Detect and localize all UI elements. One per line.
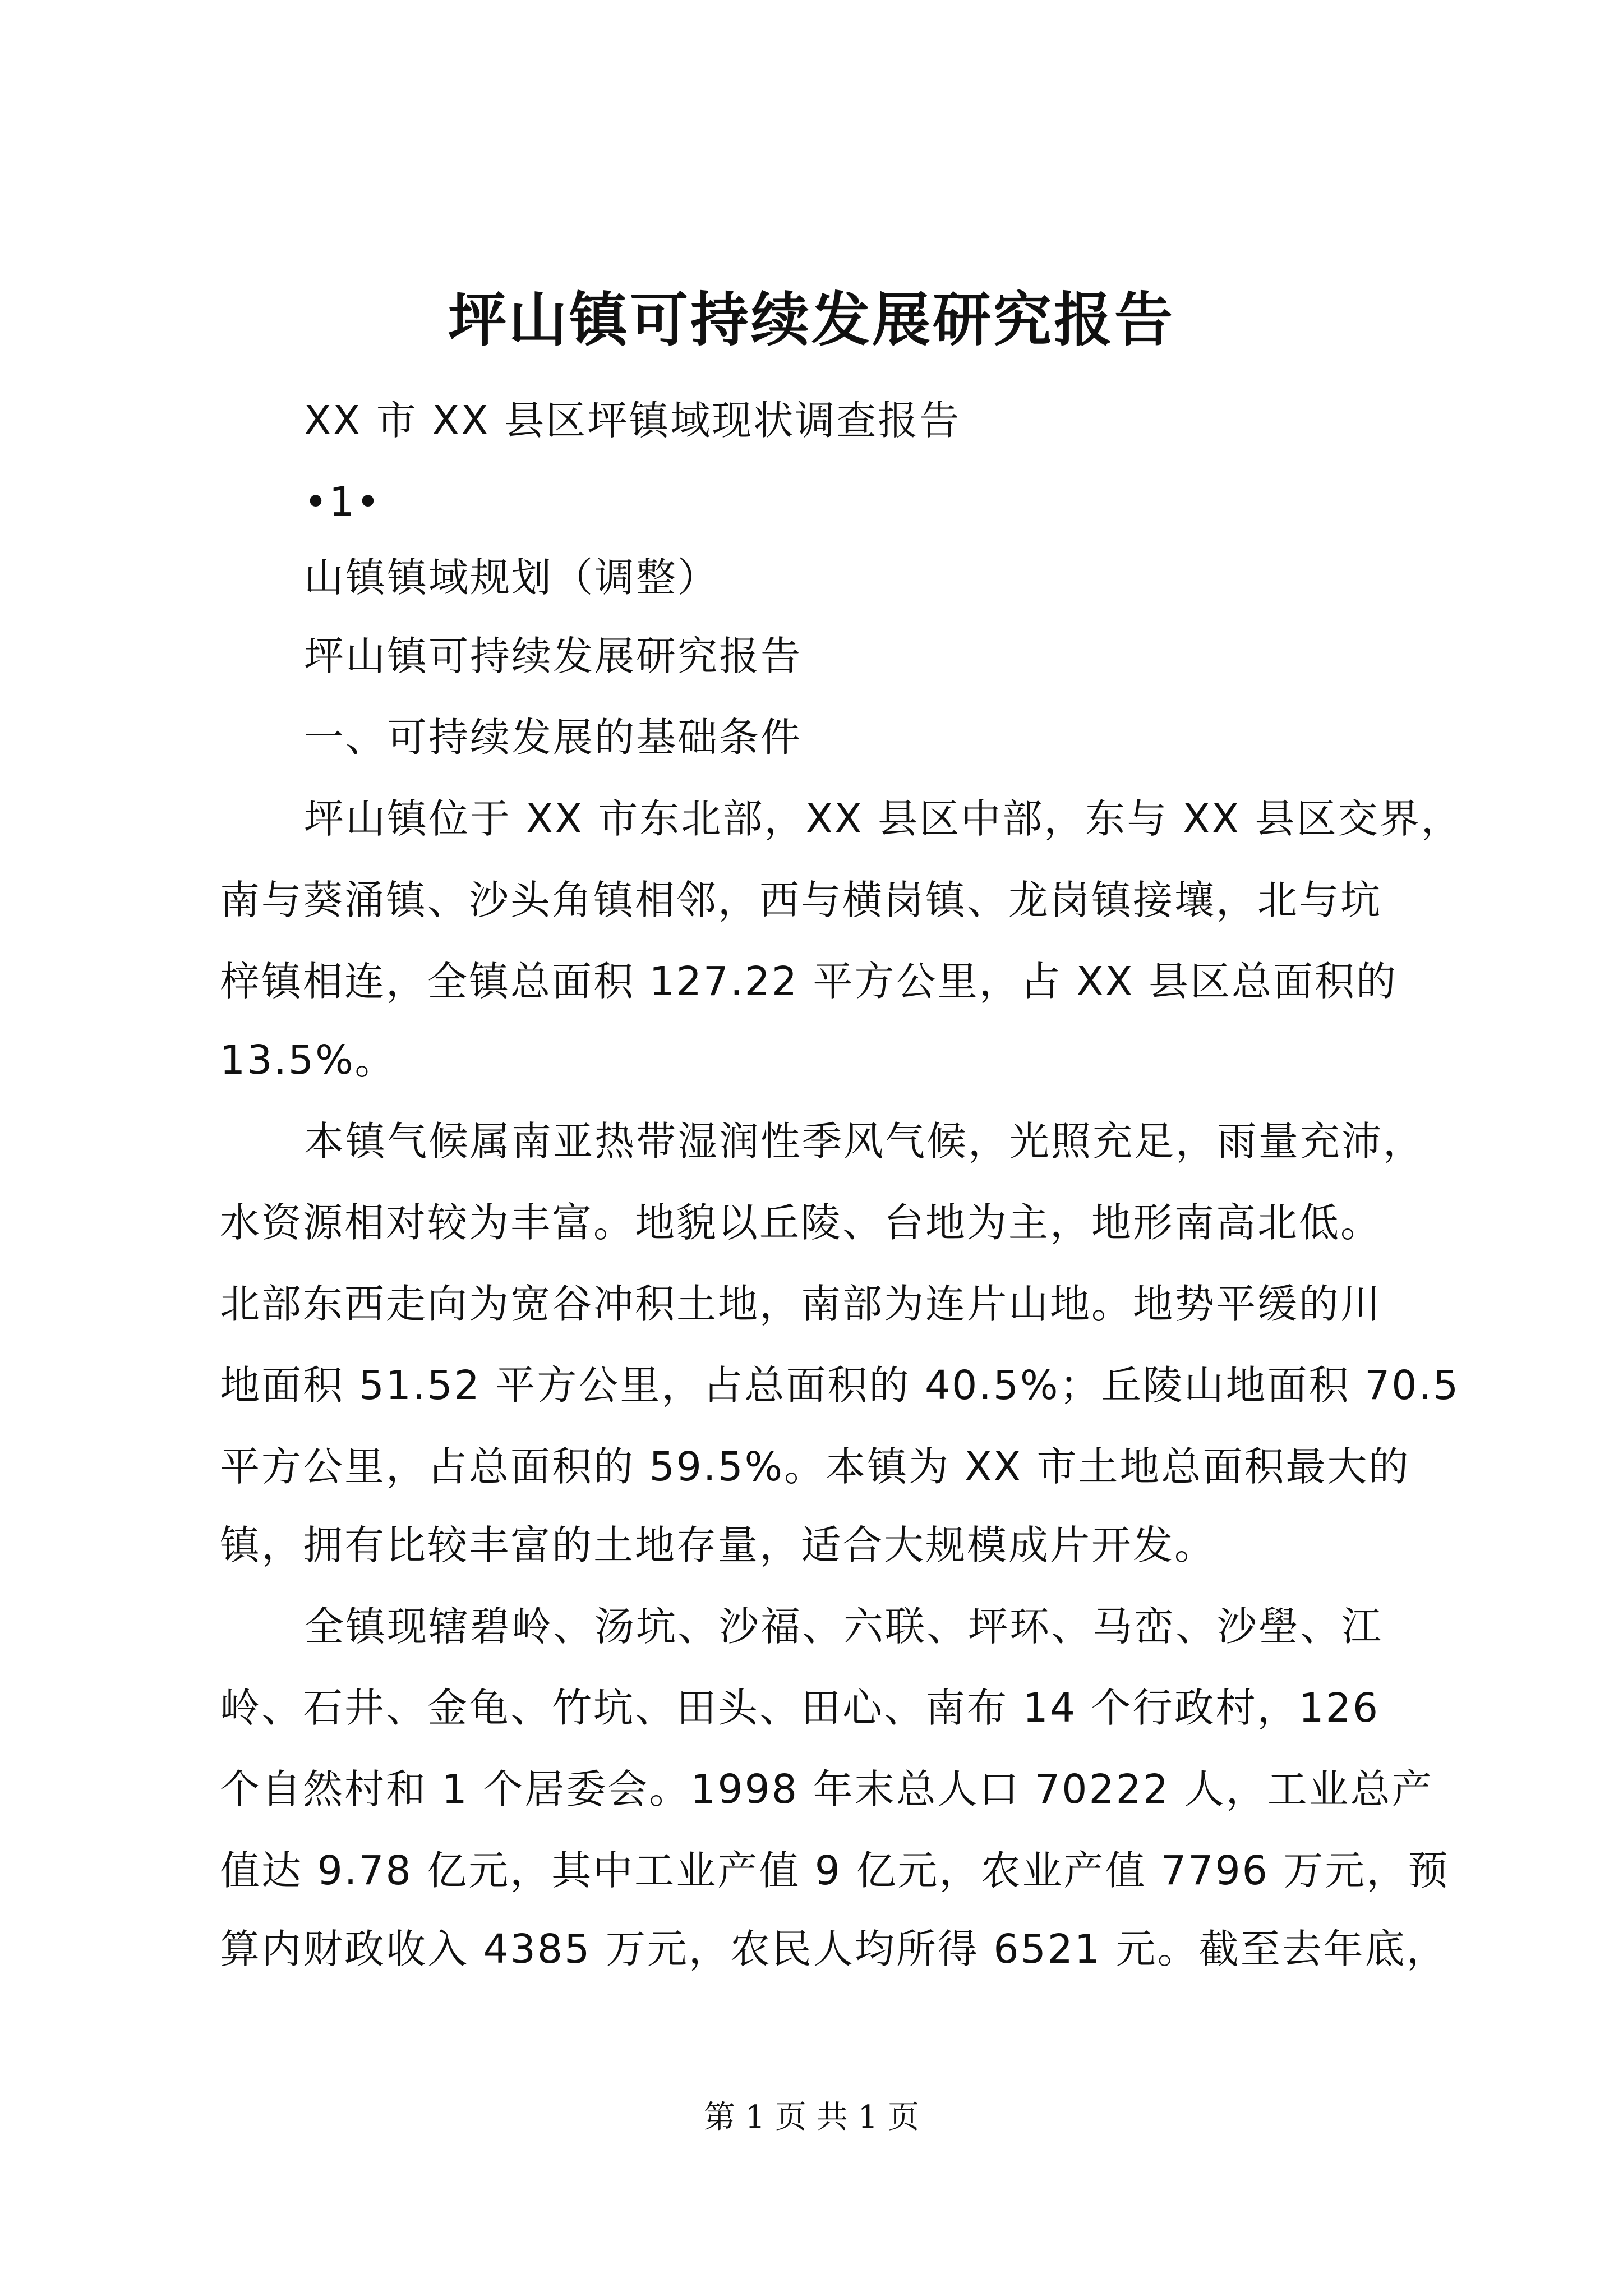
paragraph-line: 梓镇相连，全镇总面积 127.22 平方公里，占 XX 县区总面积的 xyxy=(220,958,1398,1005)
paragraph-line: 地面积 51.52 平方公里，占总面积的 40.5%；丘陵山地面积 70.5 xyxy=(220,1362,1460,1409)
report-heading-line: 坪山镇可持续发展研究报告 xyxy=(304,633,803,679)
paragraph-line: 镇，拥有比较丰富的土地存量，适合大规模成片开发。 xyxy=(220,1522,1216,1568)
paragraph-line: 坪山镇位于 XX 市东北部，XX 县区中部，东与 XX 县区交界， xyxy=(304,795,1463,842)
section-heading: 一、可持续发展的基础条件 xyxy=(304,714,803,761)
paragraph-line: 水资源相对较为丰富。地貌以丘陵、台地为主，地形南高北低。 xyxy=(220,1199,1382,1246)
subtitle-line: XX 市 XX 县区坪镇域现状调查报告 xyxy=(304,397,961,444)
paragraph-line: 本镇气候属南亚热带湿润性季风气候，光照充足，雨量充沛， xyxy=(304,1118,1425,1165)
plan-heading-line: 山镇镇域规划（调整） xyxy=(304,554,720,601)
document-title: 坪山镇可持续发展研究报告 xyxy=(448,285,1175,354)
paragraph-line: 北部东西走向为宽谷冲积土地，南部为连片山地。地势平缓的川 xyxy=(220,1281,1382,1327)
paragraph-line: 算内财政收入 4385 万元，农民人均所得 6521 元。截至去年底， xyxy=(220,1926,1448,1972)
paragraph-line: 13.5%。 xyxy=(220,1037,396,1083)
page-marker-line: •1• xyxy=(304,478,381,525)
paragraph-line: 值达 9.78 亿元，其中工业产值 9 亿元，农业产值 7796 万元，预 xyxy=(220,1847,1450,1894)
page-footer: 第 1 页 共 1 页 xyxy=(703,2099,920,2136)
paragraph-line: 岭、石井、金龟、竹坑、田头、田心、南布 14 个行政村，126 xyxy=(220,1685,1380,1731)
paragraph-line: 全镇现辖碧岭、汤坑、沙福、六联、坪环、马峦、沙壆、江 xyxy=(304,1603,1384,1650)
paragraph-line: 平方公里，占总面积的 59.5%。本镇为 XX 市土地总面积最大的 xyxy=(220,1443,1410,1490)
paragraph-line: 南与葵涌镇、沙头角镇相邻，西与横岗镇、龙岗镇接壤，北与坑 xyxy=(220,877,1382,923)
paragraph-line: 个自然村和 1 个居委会。1998 年末总人口 70222 人，工业总产 xyxy=(220,1766,1433,1812)
